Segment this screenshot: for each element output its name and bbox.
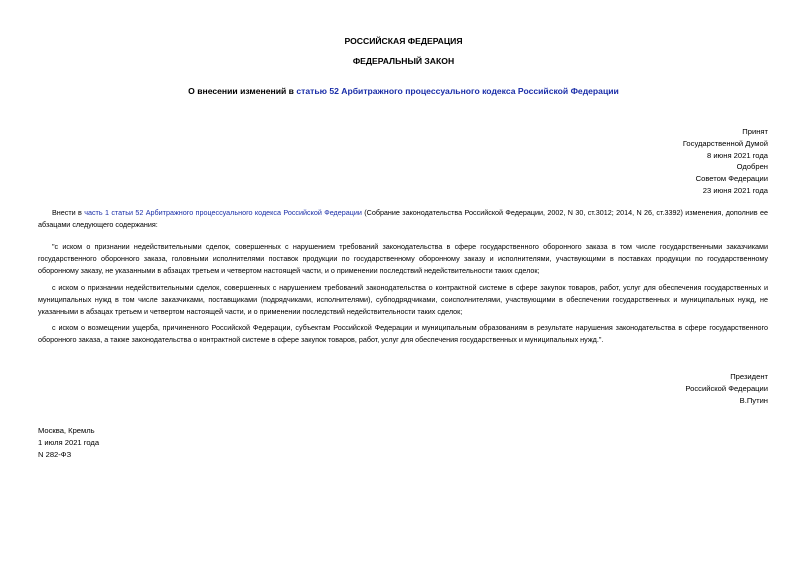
signature-block	[508, 371, 768, 406]
adoption-line-1: Принят	[742, 127, 768, 136]
adoption-block	[508, 126, 768, 197]
signature-line-3: В.Путин	[739, 395, 768, 405]
title-prefix: О внесении изменений в	[188, 86, 297, 96]
paragraph-3: с иском о возмещении ущерба, причиненного Российской Федерации, субъектам Российской Федерации и муниципальным образованиям в результате нарушения законодательства в сфере государственного оборонного заказа, а также законодательства о контрактной системе в сфере закупок товаров, работ, услуг для обеспечения государственных и муниципальных нужд.".	[38, 323, 768, 344]
title-link-article-52[interactable]: статью 52 Арбитражного процессуального кодекса Российской Федерации	[296, 86, 619, 96]
header-law-type: ФЕДЕРАЛЬНЫЙ ЗАКОН	[352, 56, 455, 66]
place-line-1: Москва, Кремль	[38, 426, 95, 435]
document-title	[0, 86, 807, 97]
intro-prefix: Внести в	[52, 208, 85, 217]
adoption-line-2: Государственной Думой	[682, 138, 768, 148]
intro-suffix: (Собрание законодательства Российской Федерации, 2002, N 30, ст.3012; 2014, N 26, ст.3392) изменения, дополнив ее абзацами следующего содержания:	[38, 208, 768, 229]
intro-link-part-1-article-52[interactable]: часть 1 статьи 52 Арбитражного процессуального кодекса Российской Федерации	[84, 208, 362, 217]
adoption-line-4: Одобрен	[736, 162, 768, 172]
adoption-line-3: 8 июня 2021 года	[706, 150, 768, 160]
place-line-2: 1 июля 2021 года	[38, 437, 100, 447]
header-country: РОССИЙСКАЯ ФЕДЕРАЦИЯ	[344, 36, 463, 46]
adoption-line-5: Советом Федерации	[695, 174, 768, 184]
law-number: N 282-ФЗ	[38, 449, 72, 459]
paragraph-1: "с иском о признании недействительными сделок, совершенных с нарушением требований законодательства в сфере государственного оборонного заказа в том числе государственными заказчиками государственного оборонного заказа, головными исполнителями поставок продукции по государственному оборонному заказу и исполнителями, участвующими в поставках продукции по государственному оборонному заказу, не указанными в абзацах третьем и четвертом настоящей части, и о применении последствий недействительности таких сделок;	[38, 242, 768, 275]
signature-line-2: Российской Федерации	[685, 383, 768, 393]
paragraph-2: с иском о признании недействительными сделок, совершенных с нарушением требований законодательства о контрактной системе в сфере закупок товаров, работ, услуг для обеспечения государственных и муниципальных нужд в том числе заказчиками, поставщиками (подрядчиками, исполнителями), субподрядчиками, соисполнителями, участвующими в обеспечении государственных и муниципальных нужд, не указанными в абзацах третьем и четвертом настоящей части, и о применении последствий недействительности таких сделок;	[38, 283, 768, 316]
intro-paragraph	[38, 207, 768, 231]
place-date-block	[38, 425, 99, 460]
adoption-line-6: 23 июня 2021 года	[702, 185, 768, 195]
signature-line-1: Президент	[730, 372, 768, 381]
